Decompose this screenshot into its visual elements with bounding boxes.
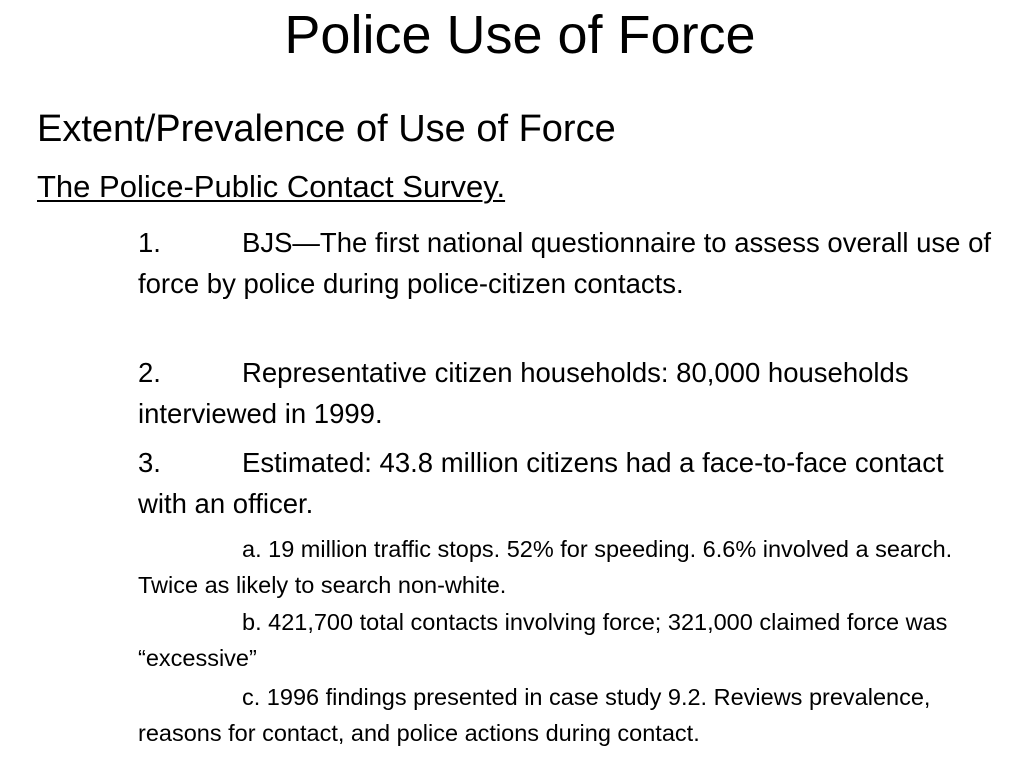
list-item-number: 2. xyxy=(138,357,161,388)
list-item-text: Representative citizen households: 80,000 households interviewed in 1999. xyxy=(138,357,909,429)
list-item xyxy=(138,222,998,304)
sub-list-item-text: b. 421,700 total contacts involving force; 321,000 claimed force was “excessive” xyxy=(138,609,948,671)
slide-title: Police Use of Force xyxy=(284,5,756,65)
sub-list-item-text: a. 19 million traffic stops. 52% for speeding. 6.6% involved a search. Twice as likely to search non-white. xyxy=(138,536,953,598)
list-item xyxy=(138,442,998,524)
section-subheading: The Police-Public Contact Survey. xyxy=(37,169,506,204)
sub-list-item xyxy=(138,604,1008,676)
list-item-text: Estimated: 43.8 million citizens had a face-to-face contact with an officer. xyxy=(138,447,944,519)
list-item-text: BJS—The first national questionnaire to assess overall use of force by police during police-citizen contacts. xyxy=(138,227,991,299)
list-item xyxy=(138,352,998,434)
sub-list-item xyxy=(138,679,1008,751)
section-heading: Extent/Prevalence of Use of Force xyxy=(37,108,616,150)
list-item-number: 3. xyxy=(138,447,161,478)
sub-list-item xyxy=(138,531,1008,603)
list-item-number: 1. xyxy=(138,227,161,258)
sub-list-item-text: c. 1996 findings presented in case study 9.2. Reviews prevalence, reasons for contact, and police actions during contact. xyxy=(138,684,931,746)
